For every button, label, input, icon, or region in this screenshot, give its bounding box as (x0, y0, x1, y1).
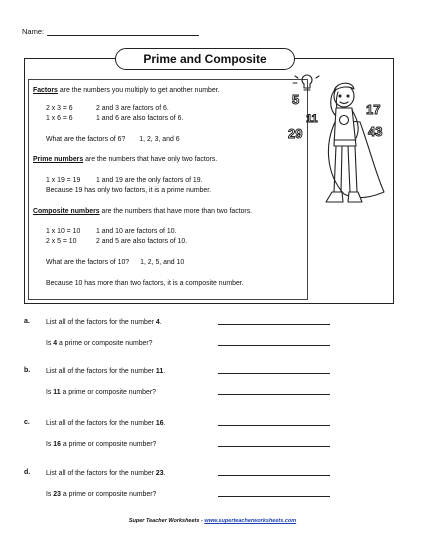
prime-term: Prime numbers (33, 156, 84, 163)
factors-question: What are the factors of 10? 1, 2, 5, and 10 (46, 259, 185, 266)
example-row: 1 x 10 = 10 1 and 10 are factors of 10. (46, 228, 177, 235)
answer-line[interactable] (218, 446, 330, 447)
footer-brand: Super Teacher Worksheets (128, 518, 200, 524)
composite-conclusion: Because 10 has more than two factors, it is a composite number. (46, 280, 244, 287)
worksheet-title: Prime and Composite (115, 48, 295, 70)
lightbulb-icon (293, 75, 319, 90)
question-letter: a. (24, 318, 30, 325)
example-row: 1 x 19 = 19 1 and 19 are the only factors of 19. (46, 177, 203, 184)
name-label: Name: (22, 27, 45, 36)
footer: Super Teacher Worksheets - www.superteacherworksheets.com (128, 518, 297, 524)
answer-line[interactable] (218, 475, 330, 476)
question-prime-composite: Is 16 a prime or composite number? (46, 441, 157, 448)
question-prime-composite: Is 11 a prime or composite number? (46, 389, 156, 396)
footer-link[interactable]: www.superteacherworksheets.com (204, 518, 297, 524)
question-list-factors: List all of the factors for the number 4. (46, 319, 162, 326)
prime-number-label: 43 (368, 124, 383, 139)
question-letter: c. (24, 419, 30, 426)
question-list-factors: List all of the factors for the number 16. (46, 420, 166, 427)
question-letter: b. (24, 367, 31, 374)
answer-line[interactable] (218, 345, 330, 346)
prime-number-label: 17 (366, 102, 381, 117)
prime-definition: Prime numbers are the numbers that have only two factors. (33, 156, 218, 163)
answer-line[interactable] (218, 394, 330, 395)
prime-conclusion: Because 19 has only two factors, it is a prime number. (46, 187, 212, 194)
answer-line[interactable] (218, 373, 330, 374)
answer-line[interactable] (218, 425, 330, 426)
question-prime-composite: Is 4 a prime or composite number? (46, 340, 153, 347)
question-prime-composite: Is 23 a prime or composite number? (46, 491, 157, 498)
prime-number-label: 29 (288, 126, 303, 141)
example-row: 2 x 3 = 6 2 and 3 are factors of 6. (46, 105, 169, 112)
composite-definition: Composite numbers are the numbers that have more than two factors. (33, 208, 253, 215)
prime-number-label: 5 (292, 92, 300, 107)
superhero-illustration (286, 74, 392, 222)
composite-term: Composite numbers (33, 208, 100, 215)
prime-number-label: 11 (306, 113, 318, 125)
factors-term: Factors (33, 87, 58, 94)
name-field-line[interactable] (47, 28, 199, 36)
answer-line[interactable] (218, 324, 330, 325)
answer-line[interactable] (218, 496, 330, 497)
example-row: 1 x 6 = 6 1 and 6 are also factors of 6. (46, 115, 184, 122)
question-list-factors: List all of the factors for the number 23. (46, 470, 166, 477)
factors-definition: Factors are the numbers you multiply to get another number. (33, 87, 220, 94)
question-list-factors: List all of the factors for the number 11. (46, 368, 166, 375)
name-row (22, 27, 199, 36)
example-row: 2 x 5 = 10 2 and 5 are also factors of 10. (46, 238, 188, 245)
factors-question: What are the factors of 6? 1, 2, 3, and 6 (46, 136, 180, 143)
question-letter: d. (24, 469, 31, 476)
